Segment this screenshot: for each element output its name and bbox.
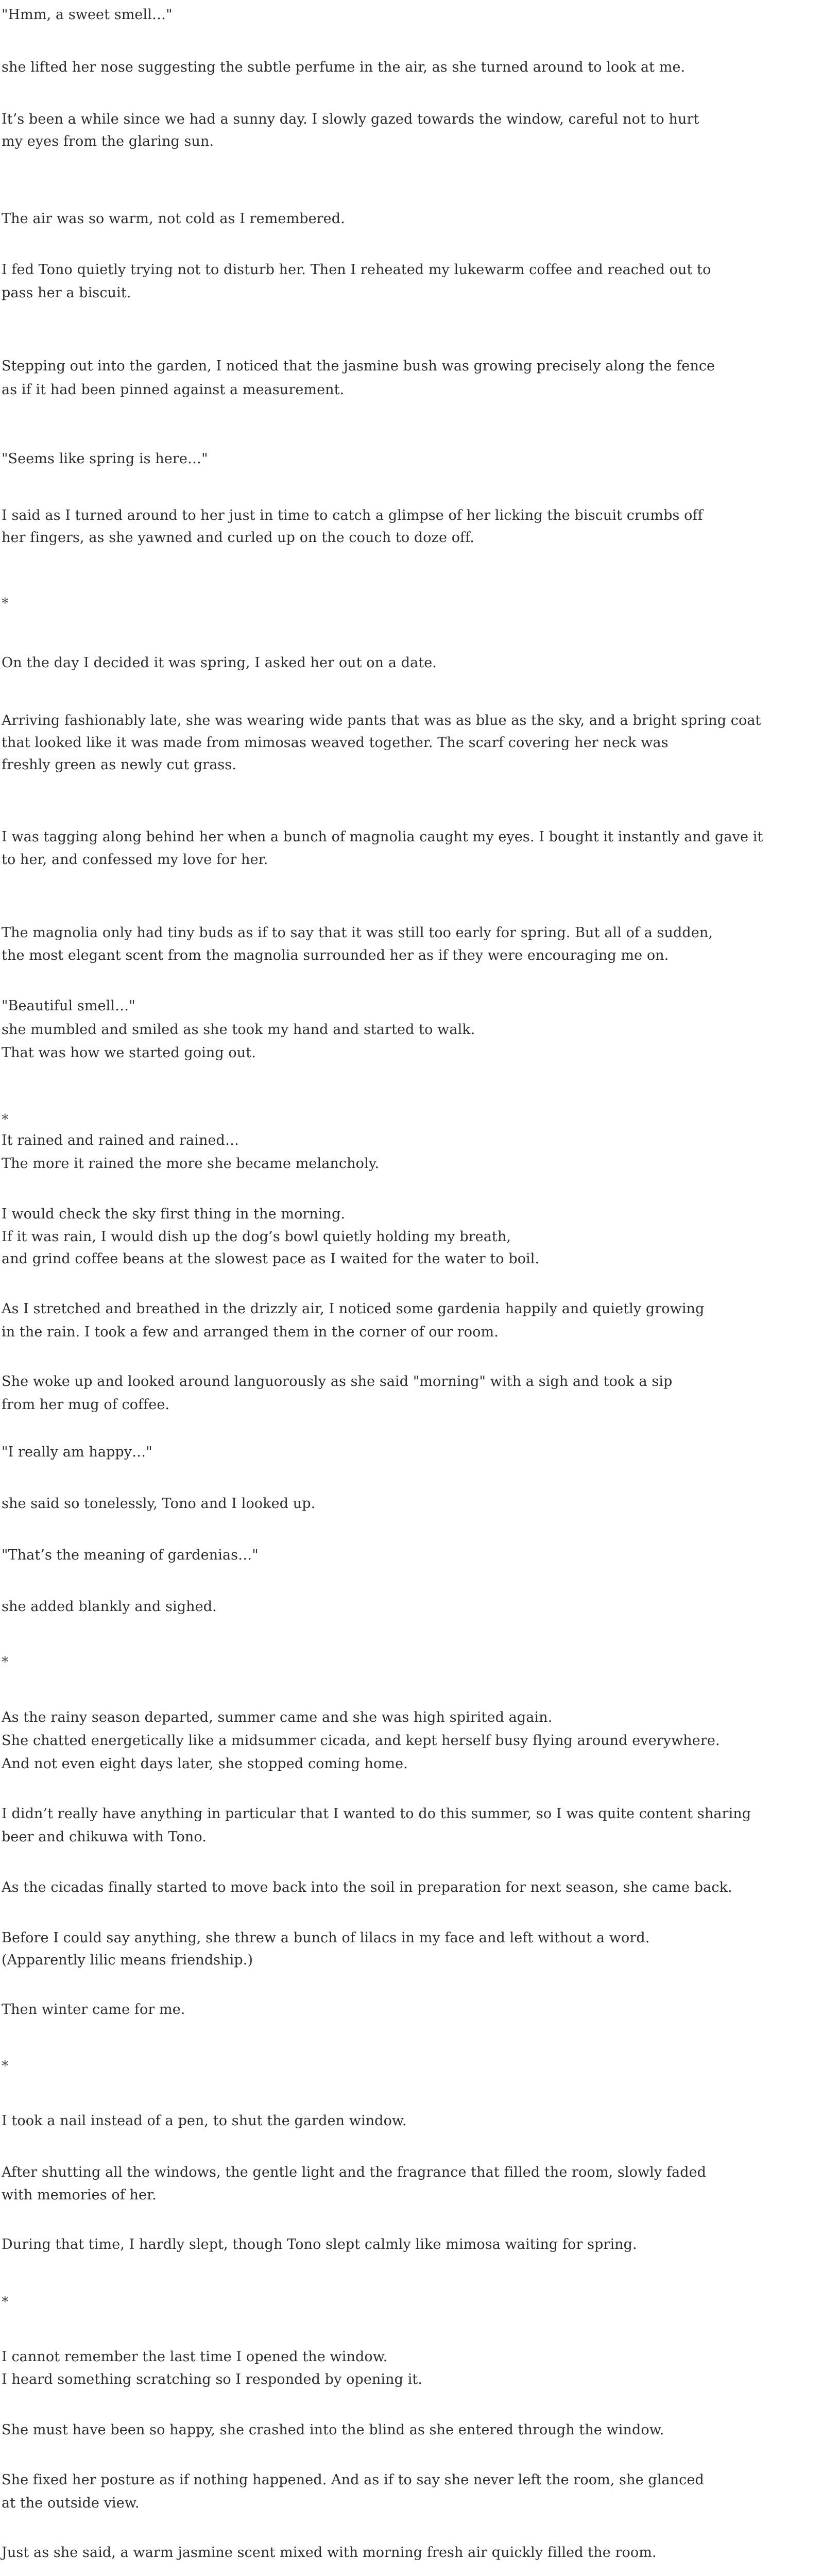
text-line: I didn’t really have anything in particular that I wanted to do this summer, so I was quite content sharing xyxy=(2,1806,751,1822)
text-line: She woke up and looked around languorously as she said "morning" with a sigh and took a sip xyxy=(2,1374,673,1389)
section-separator: * xyxy=(2,1654,9,1670)
text-line: Before I could say anything, she threw a bunch of lilacs in my face and left without a word. xyxy=(2,1930,650,1946)
text-line: It’s been a while since we had a sunny day. I slowly gazed towards the window, careful not to hurt xyxy=(2,111,699,127)
text-line: she added blankly and sighed. xyxy=(2,1599,217,1615)
text-line: pass her a biscuit. xyxy=(2,285,131,301)
text-line: in the rain. I took a few and arranged them in the corner of our room. xyxy=(2,1324,499,1340)
text-line: During that time, I hardly slept, though Tono slept calmly like mimosa waiting for spring. xyxy=(2,2236,637,2252)
text-line: Arriving fashionably late, she was wearing wide pants that was as blue as the sky, and a bright spring coat xyxy=(2,713,761,728)
text-line: The more it rained the more she became melancholy. xyxy=(2,1156,380,1172)
text-line: Then winter came for me. xyxy=(2,2002,185,2018)
text-line: freshly green as newly cut grass. xyxy=(2,757,237,773)
section-separator: * xyxy=(2,2294,9,2310)
text-line: I fed Tono quietly trying not to disturb her. Then I reheated my lukewarm coffee and reached out to xyxy=(2,262,711,278)
text-line: "I really am happy…" xyxy=(2,1444,152,1460)
text-line: and grind coffee beans at the slowest pace as I waited for the water to boil. xyxy=(2,1251,540,1267)
text-line: Stepping out into the garden, I noticed that the jasmine bush was growing precisely along the fence xyxy=(2,358,715,374)
text-line: "That’s the meaning of gardenias…" xyxy=(2,1547,259,1563)
text-line: If it was rain, I would dish up the dog’s bowl quietly holding my breath, xyxy=(2,1229,511,1245)
text-line: She must have been so happy, she crashed into the blind as she entered through the window. xyxy=(2,2422,664,2438)
text-line: to her, and confessed my love for her. xyxy=(2,852,268,868)
text-line: I said as I turned around to her just in time to catch a glimpse of her licking the biscuit crumbs off xyxy=(2,507,703,523)
text-line: I took a nail instead of a pen, to shut the garden window. xyxy=(2,2113,407,2129)
text-line: the most elegant scent from the magnolia surrounded her as if they were encouraging me on. xyxy=(2,947,669,963)
text-line: she said so tonelessly, Tono and I looked up. xyxy=(2,1496,316,1512)
text-line: from her mug of coffee. xyxy=(2,1397,170,1413)
text-line: And not even eight days later, she stopped coming home. xyxy=(2,1756,408,1772)
text-line: my eyes from the glaring sun. xyxy=(2,133,214,149)
text-line: her fingers, as she yawned and curled up on the couch to doze off. xyxy=(2,530,474,546)
text-line: she lifted her nose suggesting the subtle perfume in the air, as she turned around to look at me. xyxy=(2,59,686,75)
text-line: at the outside view. xyxy=(2,2495,140,2511)
text-line: as if it had been pinned against a measurement. xyxy=(2,382,345,398)
text-line: "Seems like spring is here…" xyxy=(2,451,208,467)
text-line: beer and chikuwa with Tono. xyxy=(2,1829,207,1845)
text-line: As I stretched and breathed in the drizzly air, I noticed some gardenia happily and quietly growing xyxy=(2,1301,705,1317)
section-separator: * xyxy=(2,2058,9,2074)
text-line: On the day I decided it was spring, I asked her out on a date. xyxy=(2,655,437,671)
text-line: She fixed her posture as if nothing happened. And as if to say she never left the room, she glanced xyxy=(2,2472,704,2488)
text-line: that looked like it was made from mimosas weaved together. The scarf covering her neck was xyxy=(2,735,669,751)
text-line: I heard something scratching so I responded by opening it. xyxy=(2,2371,423,2387)
section-separator: * xyxy=(2,1112,9,1128)
text-line: I was tagging along behind her when a bunch of magnolia caught my eyes. I bought it instantly and gave it xyxy=(2,829,763,845)
text-line: As the rainy season departed, summer came and she was high spirited again. xyxy=(2,1709,553,1725)
text-line: As the cicadas finally started to move back into the soil in preparation for next season, she came back. xyxy=(2,1879,732,1895)
text-line: That was how we started going out. xyxy=(2,1045,256,1061)
text-line: (Apparently lilic means friendship.) xyxy=(2,1952,253,1968)
text-line: It rained and rained and rained… xyxy=(2,1132,239,1148)
text-line: with memories of her. xyxy=(2,2187,157,2203)
text-line: The air was so warm, not cold as I remembered. xyxy=(2,211,345,227)
text-line: she mumbled and smiled as she took my hand and started to walk. xyxy=(2,1022,475,1038)
text-line: "Beautiful smell…" xyxy=(2,998,135,1014)
text-line: I cannot remember the last time I opened the window. xyxy=(2,2349,388,2365)
text-line: After shutting all the windows, the gentle light and the fragrance that filled the room, slowly faded xyxy=(2,2164,707,2180)
text-line: Just as she said, a warm jasmine scent mixed with morning fresh air quickly filled the room. xyxy=(2,2545,657,2561)
text-line: The magnolia only had tiny buds as if to say that it was still too early for spring. But all of a sudden, xyxy=(2,925,713,941)
text-line: I would check the sky first thing in the morning. xyxy=(2,1206,346,1222)
section-separator: * xyxy=(2,596,9,612)
text-line: She chatted energetically like a midsummer cicada, and kept herself busy flying around everywhere. xyxy=(2,1733,720,1749)
text-line: "Hmm, a sweet smell…" xyxy=(2,7,173,23)
